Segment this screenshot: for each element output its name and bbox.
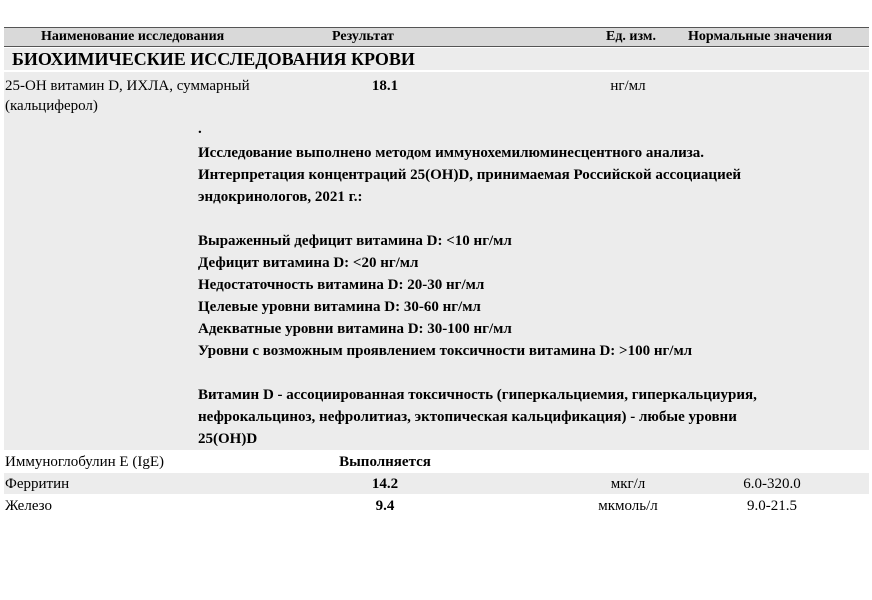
- note-line: Выраженный дефицит витамина D: <10 нг/мл: [198, 233, 512, 249]
- header-col-name: Наименование исследования: [41, 29, 225, 44]
- row-name-cont: (кальциферол): [5, 98, 98, 114]
- row-norm: 6.0-320.0: [743, 476, 801, 492]
- header-col-result: Результат: [332, 29, 394, 44]
- note-dot: .: [198, 121, 202, 137]
- note-line: Недостаточность витамина D: 20-30 нг/мл: [198, 277, 485, 293]
- section-header: [4, 48, 869, 70]
- note-line: Адекватные уровни витамина D: 30-100 нг/мл: [198, 321, 512, 337]
- note-line: Исследование выполнено методом иммунохемилюминесцентного анализа.: [198, 145, 705, 161]
- row-result: Выполняется: [339, 454, 431, 470]
- header-col-norm: Нормальные значения: [688, 29, 832, 44]
- row-name: Ферритин: [5, 476, 70, 492]
- row-name: Иммуноглобулин Е (IgE): [5, 454, 164, 470]
- note-line: Целевые уровни витамина D: 30-60 нг/мл: [198, 299, 481, 315]
- table-row-ferritin: [4, 473, 869, 494]
- note-line: Дефицит витамина D: <20 нг/мл: [198, 255, 419, 271]
- row-norm: 9.0-21.5: [747, 498, 797, 514]
- row-name: Железо: [5, 498, 52, 514]
- row-name: 25-OH витамин D, ИХЛА, суммарный: [5, 78, 250, 94]
- note-line: нефрокальциноз, нефролитиаз, эктопическая кальцификация) - любые уровни: [198, 409, 737, 425]
- note-line: эндокринологов, 2021 г.:: [198, 189, 363, 205]
- note-line: Уровни с возможным проявлением токсичности витамина D: >100 нг/мл: [198, 343, 693, 359]
- note-line: Витамин D - ассоциированная токсичность (гиперкальциемия, гиперкальциурия,: [198, 387, 757, 403]
- row-result: 18.1: [371, 78, 399, 94]
- row-unit: мкмоль/л: [598, 498, 658, 514]
- note-line: Интерпретация концентраций 25(OH)D, принимаемая Российской ассоциацией: [198, 167, 742, 183]
- row-unit: мкг/л: [610, 476, 646, 492]
- section-title: БИОХИМИЧЕСКИЕ ИССЛЕДОВАНИЯ КРОВИ: [12, 49, 415, 69]
- row-unit: нг/мл: [610, 78, 646, 94]
- row-result: 9.4: [375, 498, 395, 514]
- note-line: 25(OH)D: [198, 431, 258, 447]
- header-col-unit: Ед. изм.: [606, 29, 656, 44]
- row-result: 14.2: [371, 476, 399, 492]
